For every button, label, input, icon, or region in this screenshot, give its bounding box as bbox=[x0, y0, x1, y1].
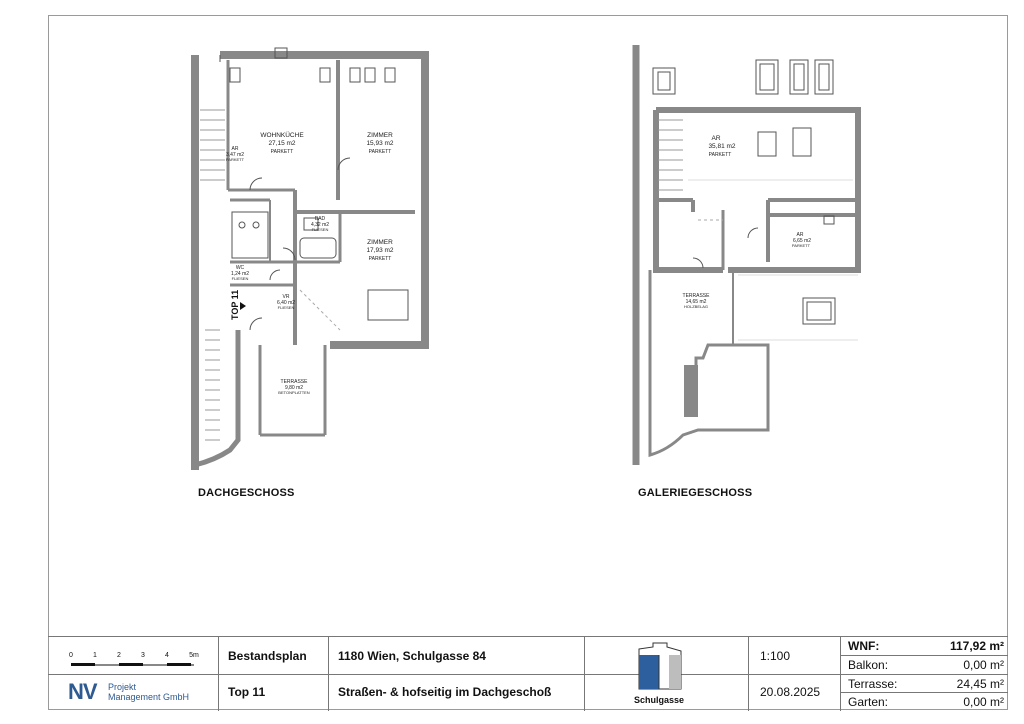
room-floor-wc: FLIESEN bbox=[231, 276, 249, 281]
unit-number: Top 11 bbox=[228, 685, 266, 699]
company-logo-line1: Projekt bbox=[108, 682, 137, 692]
area-label-wnf: WNF: bbox=[848, 639, 880, 653]
title-block bbox=[48, 636, 1008, 711]
dachgeschoss-plan bbox=[190, 40, 440, 480]
area-value-terrasse: 24,45 m² bbox=[956, 677, 1004, 691]
unit-label: TOP 11 bbox=[230, 289, 240, 320]
room-area-vr: 6,40 m2 bbox=[276, 300, 296, 306]
area-value-garten: 0,00 m² bbox=[963, 695, 1004, 709]
location-sketch bbox=[633, 641, 693, 691]
room-floor-bad: FLIESEN bbox=[311, 227, 329, 232]
room-name-ar-gallery: AR bbox=[711, 135, 721, 142]
room-name-wc: WC bbox=[235, 265, 245, 271]
room-floor-zimmer1: PARKETT bbox=[368, 149, 392, 155]
plan-type: Bestandsplan bbox=[228, 649, 307, 663]
room-name-ar-small: AR bbox=[796, 232, 804, 238]
scale-tick-0: 0 bbox=[69, 652, 73, 659]
area-label-balkon: Balkon: bbox=[848, 658, 889, 672]
room-area-wc: 1,24 m2 bbox=[230, 271, 250, 277]
scale-tick-5: 5m bbox=[189, 652, 199, 659]
room-floor-terrasse-left: BETONPLATTEN bbox=[278, 390, 310, 395]
room-floor-terrasse-right: HOLZBELAG bbox=[683, 304, 709, 309]
scale-tick-3: 3 bbox=[141, 652, 145, 659]
room-name-terrasse-left: TERRASSE bbox=[280, 379, 308, 385]
room-floor-wohnkueche: PARKETT bbox=[270, 149, 294, 155]
room-area-ar-small: 6,65 m2 bbox=[792, 238, 812, 244]
galeriegeschoss-title: GALERIEGESCHOSS bbox=[638, 487, 753, 499]
room-area-zimmer2: 17,93 m2 bbox=[366, 247, 394, 254]
scale-tick-2: 2 bbox=[117, 652, 121, 659]
room-area-ar-left: 3,47 m2 bbox=[225, 152, 245, 158]
dachgeschoss-title: DACHGESCHOSS bbox=[198, 487, 295, 499]
area-label-terrasse: Terrasse: bbox=[848, 677, 898, 691]
area-value-balkon: 0,00 m² bbox=[963, 658, 1004, 672]
address: 1180 Wien, Schulgasse 84 bbox=[338, 649, 486, 663]
room-area-ar-gallery: 35,81 m2 bbox=[708, 143, 736, 150]
drawing-scale: 1:100 bbox=[760, 649, 791, 663]
street-label: Schulgasse bbox=[634, 695, 685, 705]
company-logo-mark: NV bbox=[68, 679, 97, 704]
room-floor-ar-gallery: PARKETT bbox=[708, 152, 732, 158]
room-name-wohnkueche: WOHNKÜCHE bbox=[260, 132, 304, 139]
scale-tick-4: 4 bbox=[165, 652, 169, 659]
room-area-zimmer1: 15,93 m2 bbox=[366, 140, 394, 147]
room-name-vr: VR bbox=[282, 294, 290, 300]
scale-tick-1: 1 bbox=[93, 652, 97, 659]
drawing-date: 20.08.2025 bbox=[760, 685, 821, 699]
room-name-terrasse-right: TERRASSE bbox=[682, 293, 710, 299]
room-floor-ar-left: PARKETT bbox=[225, 157, 245, 162]
room-floor-ar-small: PARKETT bbox=[791, 243, 811, 248]
room-area-bad: 4,32 m2 bbox=[310, 222, 330, 228]
room-area-terrasse-left: 9,80 m2 bbox=[284, 385, 304, 391]
unit-description: Straßen- & hofseitig im Dachgeschoß bbox=[338, 685, 552, 699]
room-area-wohnkueche: 27,15 m2 bbox=[268, 140, 296, 147]
room-name-zimmer1: ZIMMER bbox=[367, 132, 393, 139]
room-floor-vr: FLIESEN bbox=[277, 305, 295, 310]
entrance-arrow-icon bbox=[240, 302, 246, 310]
area-value-wnf: 117,92 m² bbox=[949, 639, 1004, 653]
company-logo-line2: Management GmbH bbox=[108, 692, 190, 702]
galeriegeschoss-plan bbox=[628, 40, 868, 480]
room-name-zimmer2: ZIMMER bbox=[367, 239, 393, 246]
scale-bar bbox=[66, 645, 206, 671]
room-name-bad: BAD bbox=[314, 216, 326, 222]
room-name-ar-left: AR bbox=[231, 146, 239, 152]
area-label-garten: Garten: bbox=[848, 695, 889, 709]
room-floor-zimmer2: PARKETT bbox=[368, 256, 392, 262]
room-area-terrasse-right: 14,65 m2 bbox=[685, 299, 707, 305]
